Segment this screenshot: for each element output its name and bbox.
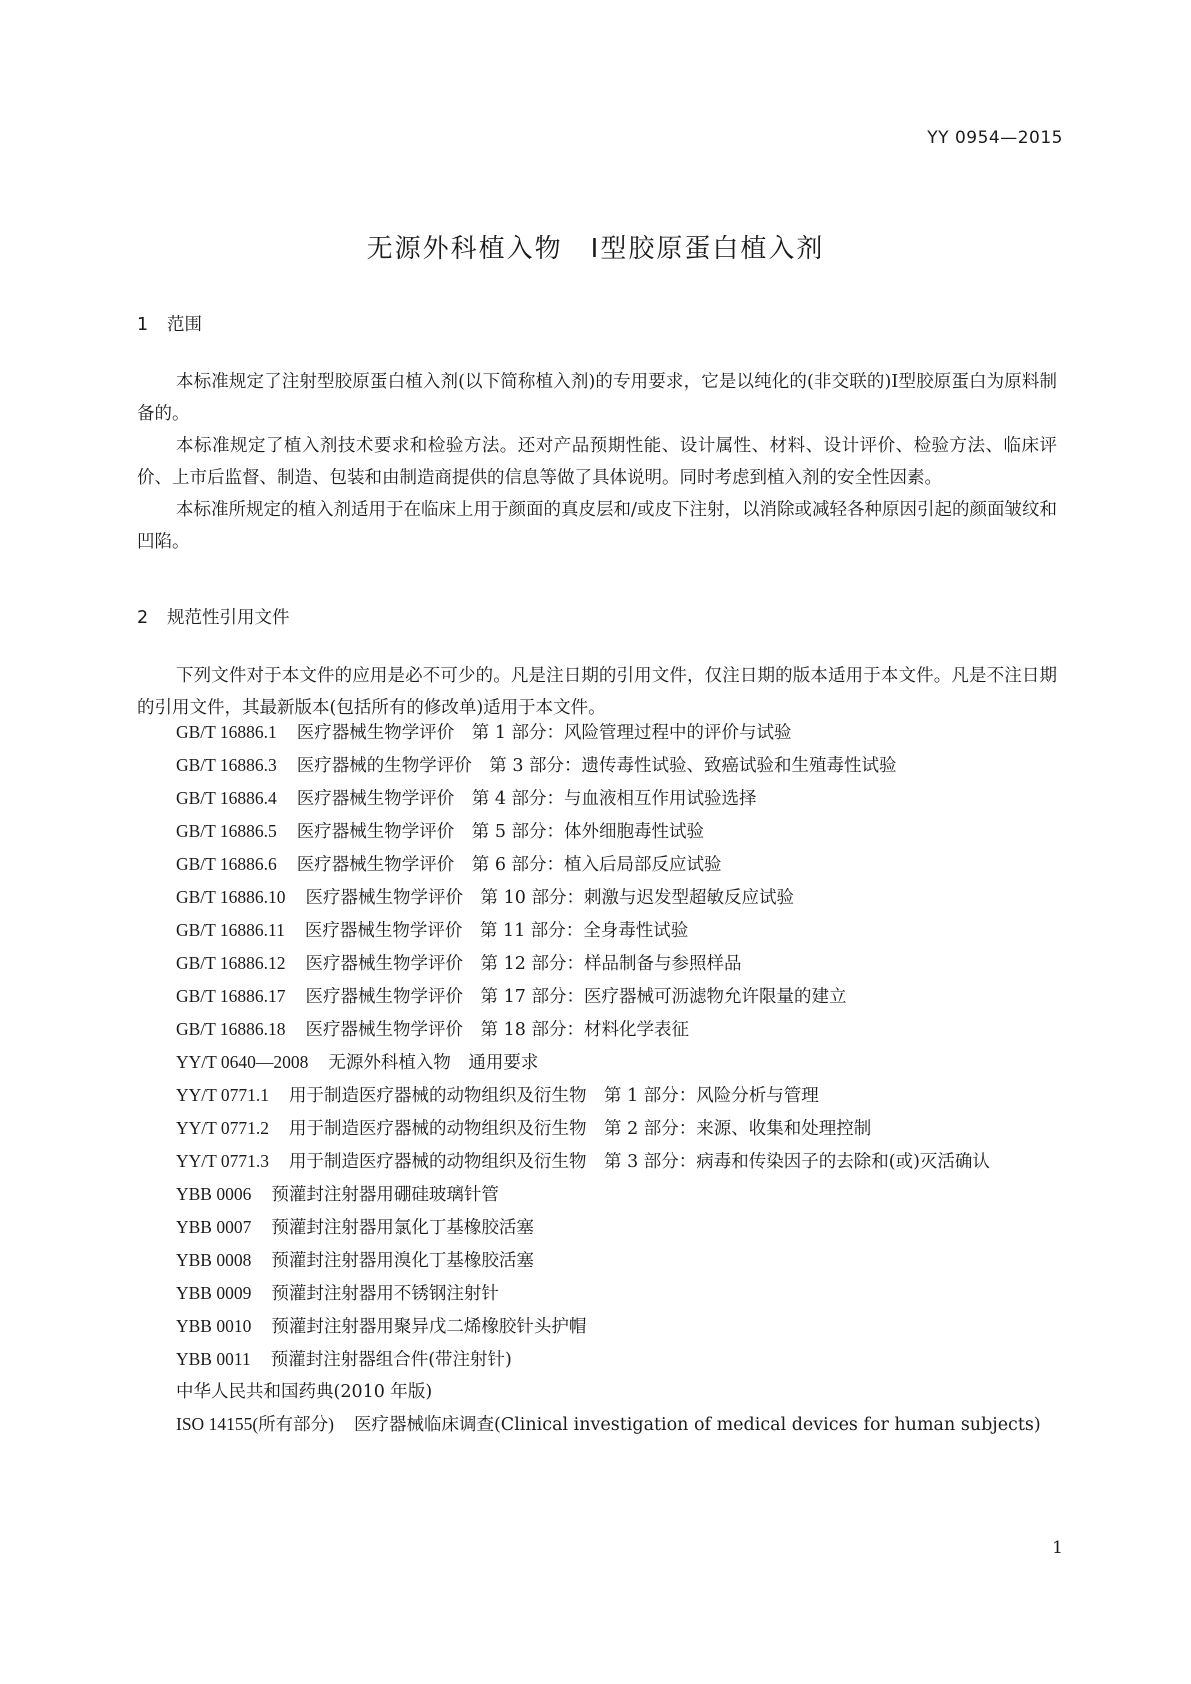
reference-code: GB/T 16886.6 (176, 854, 277, 874)
reference-item (137, 749, 1057, 782)
reference-item (137, 980, 1057, 1013)
page-number: 1 (1052, 1538, 1063, 1558)
section-title: 范围 (167, 315, 202, 335)
reference-title: 医疗器械生物学评价 第 17 部分：医疗器械可沥滤物允许限量的建立 (305, 987, 847, 1007)
reference-title: 预灌封注射器用氯化丁基橡胶活塞 (271, 1218, 534, 1238)
reference-item (137, 1013, 1057, 1046)
reference-item (137, 1343, 1057, 1376)
reference-title: 医疗器械生物学评价 第 12 部分：样品制备与参照样品 (305, 954, 742, 974)
reference-item (137, 716, 1057, 749)
reference-title: 无源外科植入物 通用要求 (328, 1053, 539, 1073)
reference-item (137, 1178, 1057, 1211)
reference-title: 中华人民共和国药典(2010 年版) (176, 1382, 433, 1402)
reference-item (137, 1046, 1057, 1079)
reference-code: YBB 0011 (176, 1349, 251, 1369)
reference-code: YY/T 0771.1 (176, 1085, 270, 1105)
section-number: 1 (137, 315, 149, 335)
reference-item (137, 1211, 1057, 1244)
reference-code: GB/T 16886.17 (176, 986, 286, 1006)
reference-item (137, 815, 1057, 848)
reference-code: YY/T 0640—2008 (176, 1052, 309, 1072)
reference-item (137, 782, 1057, 815)
reference-title: 预灌封注射器组合件(带注射针) (270, 1350, 512, 1370)
reference-title: 用于制造医疗器械的动物组织及衍生物 第 1 部分：风险分析与管理 (289, 1086, 819, 1106)
reference-item (137, 914, 1057, 947)
reference-code: GB/T 16886.4 (176, 788, 277, 808)
reference-title: 预灌封注射器用聚异戊二烯橡胶针头护帽 (271, 1317, 587, 1337)
reference-code: GB/T 16886.1 (176, 722, 277, 742)
reference-title: 医疗器械的生物学评价 第 3 部分：遗传毒性试验、致癌试验和生殖毒性试验 (296, 756, 897, 776)
reference-code: YBB 0009 (176, 1283, 252, 1303)
reference-code: GB/T 16886.5 (176, 821, 277, 841)
reference-code: YBB 0007 (176, 1217, 252, 1237)
reference-item (137, 947, 1057, 980)
reference-title: 预灌封注射器用溴化丁基橡胶活塞 (271, 1251, 534, 1271)
reference-title: 预灌封注射器用硼硅玻璃针管 (271, 1185, 499, 1205)
reference-code: YBB 0006 (176, 1184, 252, 1204)
reference-code: GB/T 16886.3 (176, 755, 277, 775)
reference-item (137, 1112, 1057, 1145)
reference-code: ISO 14155(所有部分) (176, 1414, 334, 1434)
reference-item (137, 881, 1057, 914)
reference-item (137, 1310, 1057, 1343)
section-heading-normative-references (137, 604, 290, 629)
reference-item (137, 1145, 1057, 1178)
scope-body (137, 366, 1057, 558)
reference-title: 医疗器械生物学评价 第 5 部分：体外细胞毒性试验 (296, 822, 705, 842)
reference-item (137, 1408, 1057, 1441)
reference-title: 医疗器械生物学评价 第 6 部分：植入后局部反应试验 (296, 855, 722, 875)
reference-title: 用于制造医疗器械的动物组织及衍生物 第 2 部分：来源、收集和处理控制 (289, 1119, 872, 1139)
reference-code: GB/T 16886.10 (176, 887, 286, 907)
reference-item (137, 1079, 1057, 1112)
reference-list (137, 716, 1057, 1441)
reference-item (137, 848, 1057, 881)
references-intro (137, 660, 1057, 724)
reference-title: 医疗器械生物学评价 第 11 部分：全身毒性试验 (304, 921, 689, 941)
reference-code: YY/T 0771.3 (176, 1151, 270, 1171)
section-number: 2 (137, 608, 149, 628)
reference-title: 医疗器械生物学评价 第 10 部分：刺激与迟发型超敏反应试验 (305, 888, 794, 908)
reference-title: 医疗器械生物学评价 第 18 部分：材料化学表征 (305, 1020, 689, 1040)
paragraph: 本标准所规定的植入剂适用于在临床上用于颜面的真皮层和/或皮下注射，以消除或减轻各种原因引起的颜面皱纹和凹陷。 (137, 500, 1057, 552)
reference-code: YY/T 0771.2 (176, 1118, 270, 1138)
section-title: 规范性引用文件 (167, 608, 290, 628)
reference-item (137, 1376, 1057, 1408)
reference-title: 医疗器械临床调查(Clinical investigation of medical devices for human subjects) (353, 1415, 1041, 1435)
reference-title: 用于制造医疗器械的动物组织及衍生物 第 3 部分：病毒和传染因子的去除和(或)灭活确认 (289, 1152, 990, 1172)
reference-item (137, 1244, 1057, 1277)
reference-item (137, 1277, 1057, 1310)
reference-code: GB/T 16886.11 (176, 920, 285, 940)
reference-code: YBB 0008 (176, 1250, 252, 1270)
document-title: 无源外科植入物 Ⅰ型胶原蛋白植入剂 (366, 234, 825, 264)
standard-number: YY 0954—2015 (927, 128, 1063, 148)
reference-title: 预灌封注射器用不锈钢注射针 (271, 1284, 499, 1304)
reference-code: GB/T 16886.18 (176, 1019, 286, 1039)
paragraph: 下列文件对于本文件的应用是必不可少的。凡是注日期的引用文件，仅注日期的版本适用于本文件。凡是不注日期的引用文件，其最新版本(包括所有的修改单)适用于本文件。 (137, 666, 1057, 718)
paragraph: 本标准规定了植入剂技术要求和检验方法。还对产品预期性能、设计属性、材料、设计评价、检验方法、临床评价、上市后监督、制造、包装和由制造商提供的信息等做了具体说明。同时考虑到植入剂的安全性因素。 (137, 436, 1057, 488)
reference-code: YBB 0010 (176, 1316, 252, 1336)
paragraph: 本标准规定了注射型胶原蛋白植入剂(以下简称植入剂)的专用要求，它是以纯化的(非交联的)Ⅰ型胶原蛋白为原料制备的。 (137, 372, 1057, 424)
section-heading-scope (137, 311, 202, 336)
reference-title: 医疗器械生物学评价 第 1 部分：风险管理过程中的评价与试验 (296, 723, 792, 743)
reference-title: 医疗器械生物学评价 第 4 部分：与血液相互作用试验选择 (296, 789, 757, 809)
reference-code: GB/T 16886.12 (176, 953, 286, 973)
